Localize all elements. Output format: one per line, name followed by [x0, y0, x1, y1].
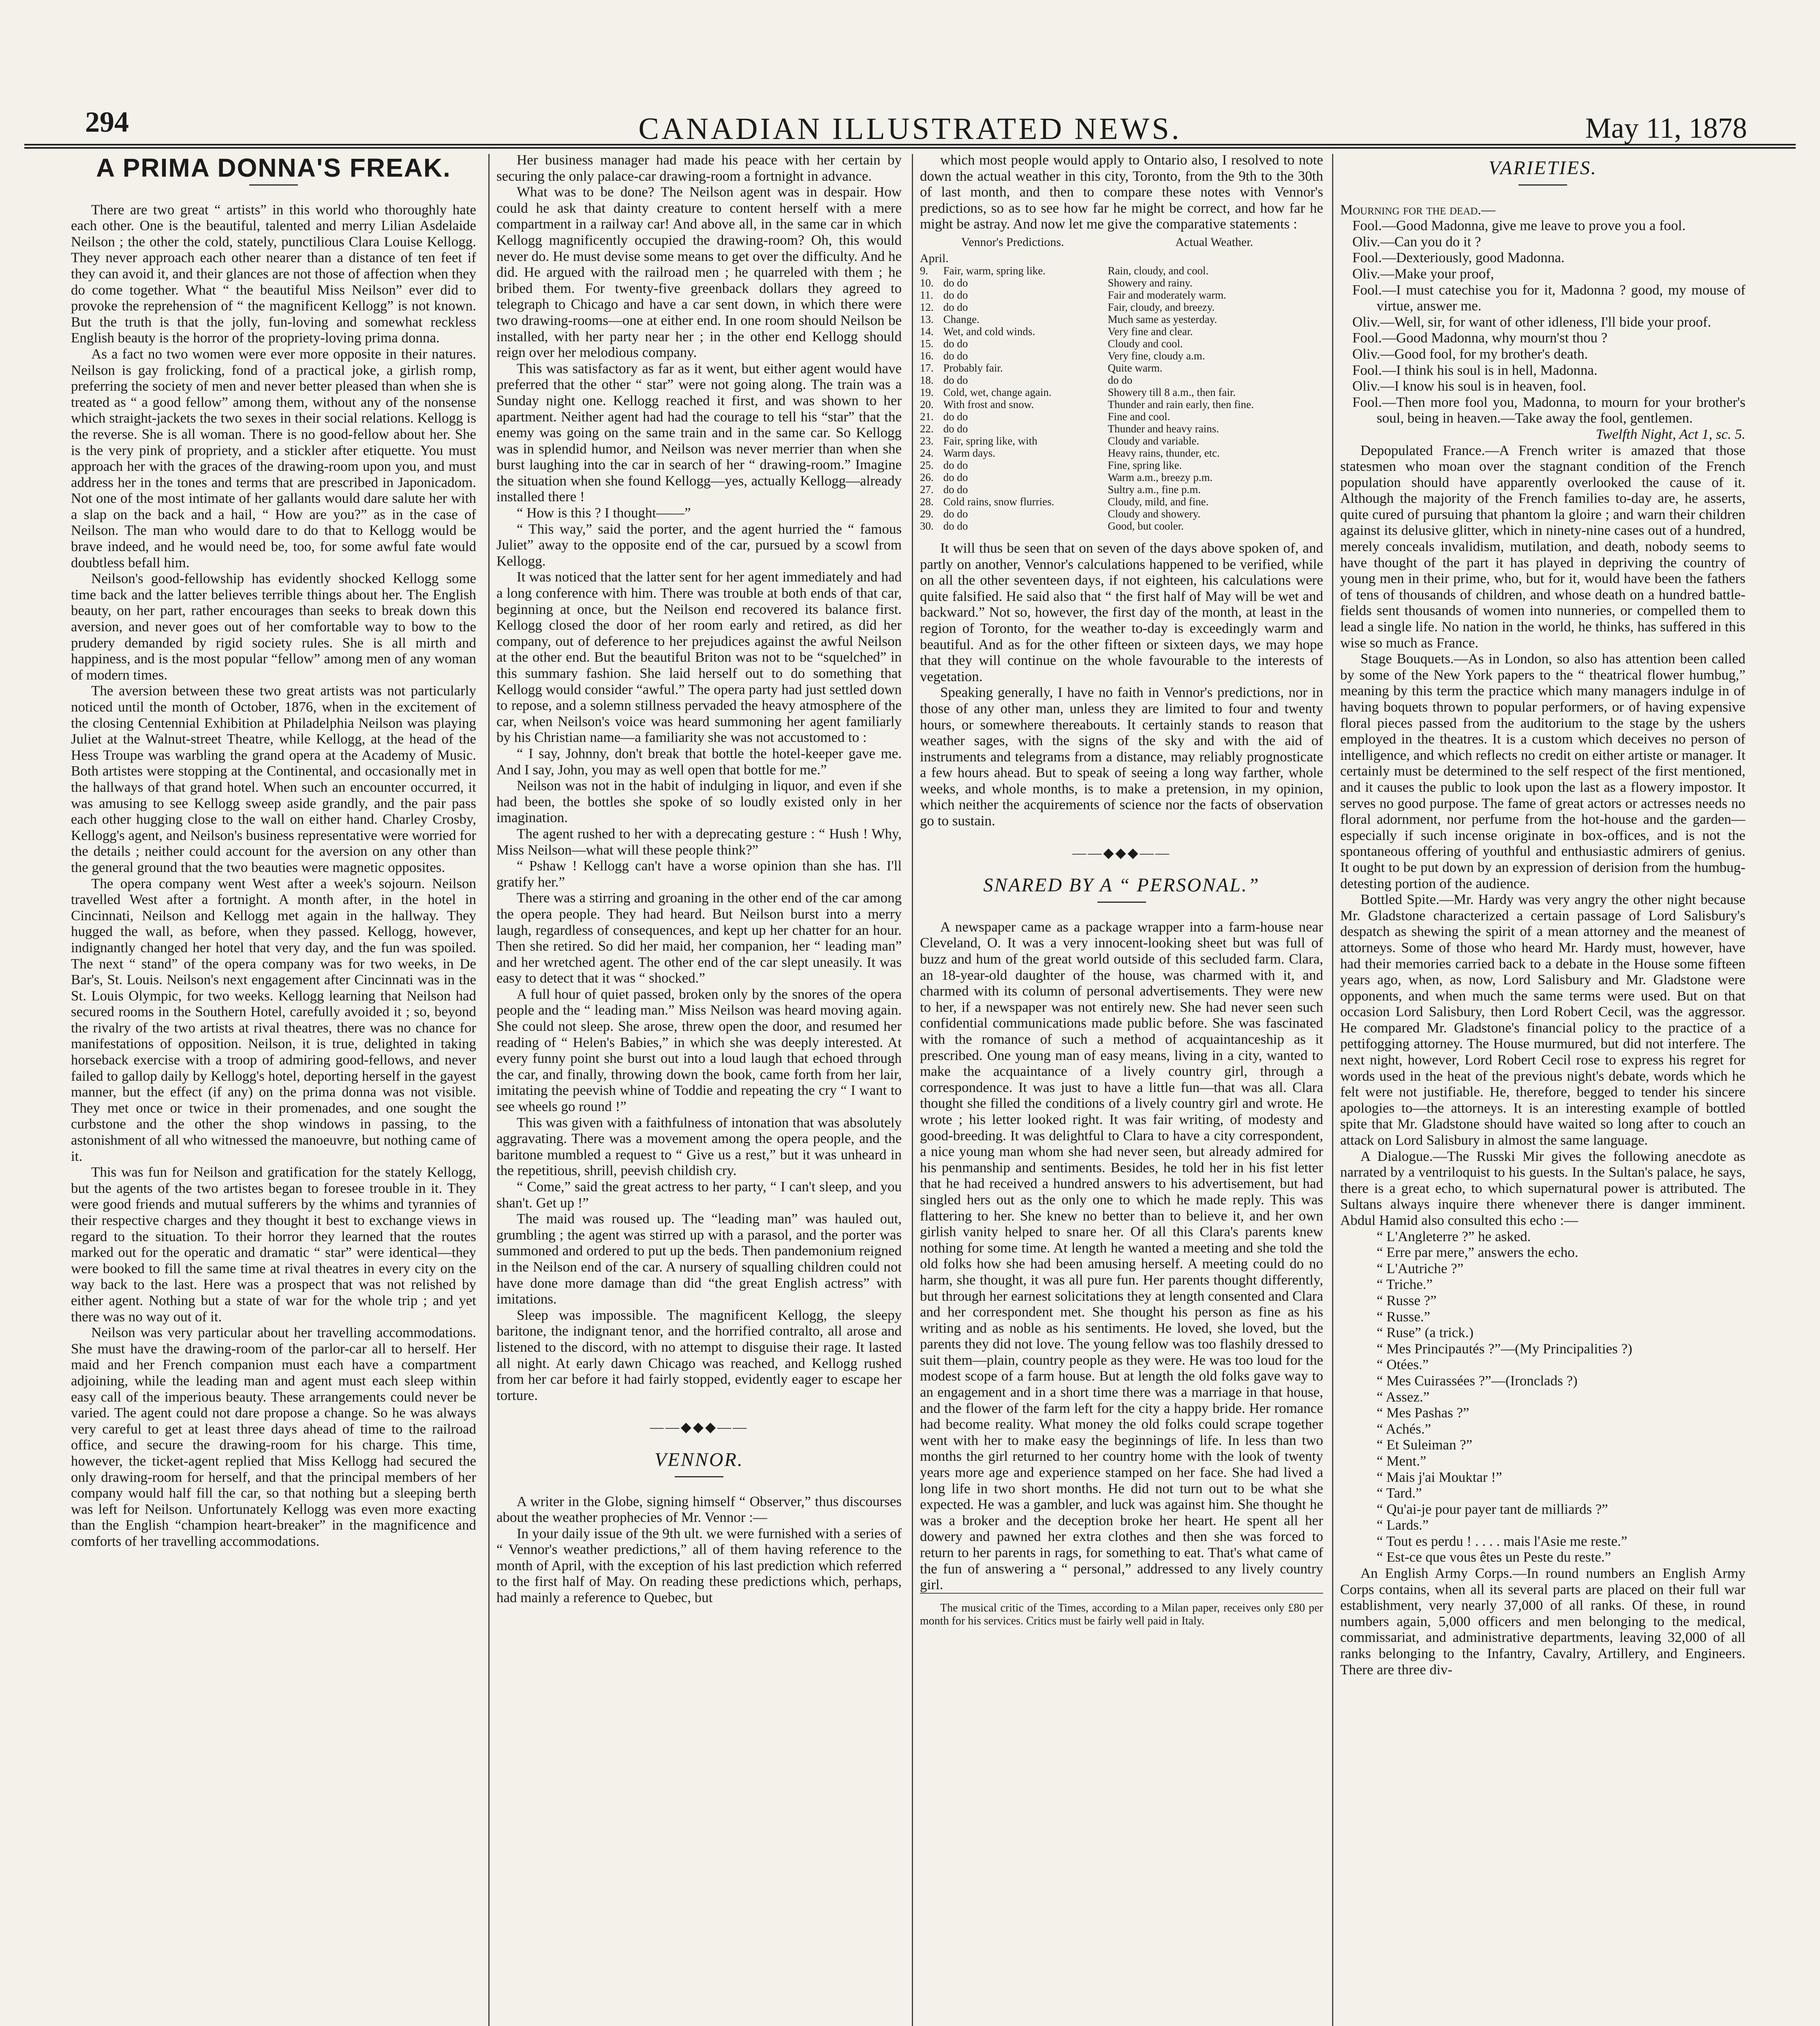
verse-line: Oliv.—Make your proof, [1352, 265, 1494, 282]
table-cell-predicted: do do [943, 507, 968, 520]
echo-line: “ Assez.” [1377, 1389, 1430, 1405]
section-ornament: ——◆◆◆—— [1072, 845, 1171, 861]
paragraph: Neilson was very particular about her travelling accommodations. She must have the drawing-room of the parlor-car all to herself. Her maid and her French companion must each have a compartment adjoining, while the leading man and agent must each sleep within easy call of the imperious beauty. These arrangements could never be varied. The agent could not dare propose a change. So he was always very careful to get at least three days ahead of time to the railroad office, and secure the drawing-room for his charge. This time, however, the ticket-agent replied that Miss Kellogg had secured the only drawing-room for herself, and that the principal members of her company would half fill the car, so that nothing but a sleeping berth was left for Neilson. Unfortunately Kellogg was even more exacting than the English “champion heart-breaker” in the magnificence and comforts of her travelling accommodations. [71, 1325, 476, 1549]
table-cell-predicted: Cold, wet, change again. [943, 386, 1052, 398]
table-cell-actual: Fair, cloudy, and breezy. [1108, 301, 1215, 313]
echo-line: “ Otées.” [1377, 1357, 1429, 1373]
verse-line: Fool.—Then more fool you, Madonna, to mourn for your brother's soul, being in heaven.—Take away the fool, gentlemen. [1352, 394, 1745, 426]
table-row [920, 265, 1323, 277]
article-title-snared: SNARED BY A “ PERSONAL.” [983, 874, 1260, 896]
table-row [920, 338, 1323, 350]
paragraph: A Dialogue.—The Russki Mir gives the following anecdote as narrated by a ventriloquist to his guests. In the Sultan's palace, he says, there is a great echo, to which supernatural power is attributed. The Sultans always inquire there whenever there is danger imminent. Abdul Hamid also consulted this echo :— [1340, 1148, 1745, 1228]
column-rule [912, 154, 913, 2026]
table-cell-actual: Showery and rainy. [1108, 276, 1193, 289]
table-cell-predicted: Change. [943, 313, 980, 325]
section-title-varieties: VARIETIES. [1489, 157, 1597, 179]
table-row [920, 398, 1323, 410]
echo-line: “ Lards.” [1377, 1517, 1429, 1533]
table-cell-day: 11. [920, 289, 933, 301]
table-cell-predicted: do do [943, 349, 968, 362]
table-cell-day: 25. [920, 459, 934, 471]
table-body [920, 265, 1323, 532]
echo-line: “ Erre par mere,” answers the echo. [1377, 1244, 1578, 1261]
table-row [920, 471, 1323, 483]
table-cell-predicted: Fair, warm, spring like. [943, 264, 1046, 277]
paragraph: In your daily issue of the 9th ult. we were furnished with a series of “ Vennor's weather predictions,” all of them having reference to the month of April, with the exception of his last prediction which referred to the first half of May. On reading these predictions which, perhaps, had mainly a reference to Quebec, but [496, 1525, 902, 1606]
paragraph: A full hour of quiet passed, broken only by the snores of the opera people and the “ leading man.” Miss Neilson was heard moving again. She could not sleep. She arose, threw open the door, and resumed her reading of “ Helen's Babies,” in which she was deeply interested. At every funny point she burst out into a loud laugh that echoed through the car, and finally, throwing down the book, came forth from her lair, imitating the peevish whine of Toddie and repeating the cry “ I want to see wheels go round !” [496, 986, 902, 1115]
table-cell-day: 22. [920, 422, 934, 435]
table-row [920, 374, 1323, 386]
title-rule [1097, 902, 1146, 903]
table-cell-predicted: do do [943, 483, 968, 496]
table-cell-predicted: do do [943, 410, 968, 423]
column-rule [488, 154, 490, 2026]
verse-line: Fool.—Good Madonna, why mourn'st thou ? [1352, 330, 1608, 346]
table-cell-actual: Rain, cloudy, and cool. [1108, 264, 1209, 277]
column-2 [496, 152, 902, 2026]
echo-line: “ Mes Cuirassées ?”—(Ironclads ?) [1377, 1372, 1578, 1389]
table-row [920, 362, 1323, 374]
paragraph: This was given with a faithfulness of intonation that was absolutely aggravating. There was a movement among the opera people, and the baritone mumbled a request to “ Give us a rest,” but it was unheard in the repetitious, shrill, peevish childish cry. [496, 1114, 902, 1179]
table-cell-day: 27. [920, 483, 934, 496]
echo-line: “ L'Angleterre ?” he asked. [1377, 1228, 1531, 1244]
table-row [920, 277, 1323, 289]
table-cell-day: 17. [920, 361, 934, 374]
paragraph: “ This way,” said the porter, and the agent hurried the “ famous Juliet” away to the opposite end of the car, pursued by a scowl from Kellogg. [496, 521, 902, 569]
article-title-vennor: VENNOR. [654, 1449, 744, 1470]
paragraph: Her business manager had made his peace with her certain by securing the only palace-car drawing-room a fortnight in advance. [496, 152, 902, 184]
table-cell-predicted: do do [943, 374, 968, 386]
table-cell-actual: Fair and moderately warm. [1108, 289, 1226, 301]
table-cell-day: 23. [920, 434, 934, 447]
table-cell-predicted: Probably fair. [943, 361, 1003, 374]
table-header-row [920, 236, 1323, 252]
table-cell-day: 19. [920, 386, 934, 398]
journal-title: CANADIAN ILLUSTRATED NEWS. [638, 112, 1182, 146]
table-cell-actual: Thunder and rain early, then fine. [1108, 398, 1254, 410]
column-rule [1332, 154, 1333, 2026]
table-cell-actual: Cloudy, mild, and fine. [1108, 495, 1209, 508]
echo-line: “ Russe.” [1377, 1308, 1431, 1325]
echo-line: “ Mes Principautés ?”—(My Principalities ?) [1377, 1340, 1632, 1357]
table-row [920, 410, 1323, 423]
verse-line: Fool.—Dexteriously, good Madonna. [1352, 250, 1565, 266]
verse-line: Fool.—Good Madonna, give me leave to prove you a fool. [1352, 218, 1686, 234]
table-cell-actual: Cloudy and showery. [1108, 507, 1200, 520]
echo-line: “ Est-ce que vous êtes un Peste du reste.” [1377, 1549, 1611, 1565]
table-cell-predicted: do do [943, 289, 968, 301]
echo-line: “ Ruse” (a trick.) [1377, 1325, 1474, 1341]
table-cell-actual: Warm a.m., breezy p.m. [1108, 471, 1213, 483]
paragraph: “ I say, Johnny, don't break that bottle the hotel-keeper gave me. And I say, John, you may as well open that bottle for me.” [496, 745, 902, 778]
table-cell-day: 30. [920, 519, 934, 532]
table-cell-predicted: With frost and snow. [943, 398, 1034, 410]
table-cell-day: 14. [920, 325, 934, 338]
title-rule [249, 184, 298, 186]
table-row [920, 483, 1323, 496]
table-cell-day: 18. [920, 374, 934, 386]
table-row [920, 350, 1323, 362]
echo-line: “ Mes Pashas ?” [1377, 1405, 1469, 1421]
paragraph: There are two great “ artists” in this world who thoroughly hate each other. One is the beautiful, talented and merry Lilian Asdelaide Neilson ; the other the cold, stately, punctilious Clara Louise Kellogg. They never approach each other nearer than a distance of ten feet if they can avoid it, and their glances are not those of affection when they do come together. What “ the beautiful Miss Neilson” ever did to provoke the reprehension of “ the magnificent Kellogg” is not known. But the truth is that the jolly, fun-loving and somewhat reckless English beauty is the horror of the propriety-loving prima donna. [71, 201, 476, 346]
verse-line: Oliv.—Can you do it ? [1352, 233, 1481, 250]
table-cell-actual: Heavy rains, thunder, etc. [1108, 447, 1220, 459]
table-cell-day: 16. [920, 349, 934, 362]
verse-block [1340, 218, 1745, 426]
verse-line: Oliv.—Well, sir, for want of other idleness, I'll bide your proof. [1352, 314, 1711, 330]
table-cell-predicted: Fair, spring like, with [943, 434, 1037, 447]
column-1 [71, 152, 476, 2026]
table-cell-day: 24. [920, 447, 934, 459]
paragraph: which most people would apply to Ontario also, I resolved to note down the actual weather in this city, Toronto, from the 9th to the 30th of last month, and then to compare these notes with Vennor's predictions, so as to see how far he might be correct, and how far he might be astray. And now let me give the comparative statements : [920, 152, 1323, 232]
paragraph: Neilson's good-fellowship has evidently shocked Kellogg some time back and the latter believes terrible things about her. The English beauty, on her part, rather encourages than seeks to break down this aversion, and never goes out of her comfortable way to bow to the prudery demanded by rigid society rules. She is all mirth and happiness, and is the most popular “fellow” among men of any woman of modern times. [71, 571, 476, 683]
table-row [920, 459, 1323, 471]
table-cell-day: 15. [920, 337, 934, 350]
echo-line: “ Tard.” [1377, 1485, 1422, 1501]
echo-line: “ Achés.” [1377, 1421, 1431, 1437]
title-rule [675, 1476, 723, 1477]
table-cell-day: 10. [920, 276, 934, 289]
table-cell-actual: Very fine, cloudy a.m. [1108, 349, 1205, 362]
paragraph: A writer in the Globe, signing himself “ Observer,” thus discourses about the weather prophecies of Mr. Vennor :— [496, 1493, 902, 1526]
column-4 [1340, 152, 1745, 2026]
column-3 [920, 152, 1323, 2026]
table-cell-actual: Fine and cool. [1108, 410, 1170, 423]
paragraph: The maid was roused up. The “leading man” was hauled out, grumbling ; the agent was stirred up with a parasol, and the porter was summoned and ordered to put up the beds. Then pandemonium reigned in the Neilson end of the car. A nursery of squalling children could not have done more damage than did “the great English actress” with imitations. [496, 1211, 902, 1307]
echo-line: “ Ment.” [1377, 1453, 1426, 1469]
paragraph: Speaking generally, I have no faith in Vennor's predictions, nor in those of any other man, unless they are limited to four and twenty hours, or somewhere thereabouts. It certainly stands to reason that weather sages, with the signs of the sky and with the aid of instruments and telegrams from a distance, may reliably prognosticate a few hours ahead. But to speak of seeing a long way farther, whole weeks, and whole months, is to make a pretension, in my opinion, which neither the acquirements of science nor the facts of observation go to sustain. [920, 684, 1323, 829]
echo-line: “ Tout es perdu ! . . . . mais l'Asie me reste.” [1377, 1533, 1628, 1549]
paragraph: The aversion between these two great artists was not particularly noticed until the month of October, 1876, when in the excitement of the closing Centennial Exhibition at Philadelphia Neilson was playing Juliet at the Walnut-street Theatre, while Kellogg, at the head of the Hess Troupe was warbling the grand opera at the Academy of Music. Both artistes were stopping at the Continental, and occasionally met in the hallways of that grand hotel. When such an encounter occurred, it was amusing to see Kellogg sweep aside grandly, and the pair pass each other hugging close to the wall on either hand. Charley Crosby, Kellogg's agent, and Neilson's business representative were worried for the details ; neither could account for the aversion on any other than the general ground that the two beauties were magnetic opposites. [71, 683, 476, 875]
table-row [920, 508, 1323, 520]
table-row [920, 325, 1323, 338]
paragraph: What was to be done? The Neilson agent was in despair. How could he ask that dainty creature to content herself with a mere compartment in a railway car! And above all, in the same car in which Kellogg magnificently occupied the drawing-room? Oh, this would never do. He must devise some means to get over the difficulty. And he did. He argued with the railroad men ; he quarreled with them ; he bribed them. For twenty-five greenback dollars they agreed to telegraph to Chicago and have a car sent down, in which there were two drawing-rooms—one at either end. In one room should Neilson be installed, with her party near her ; in the other end Kellogg should reign over her melodious company. [496, 184, 902, 361]
echo-line: “ Triche.” [1377, 1276, 1433, 1293]
echo-line: “ Qu'ai-je pour payer tant de milliards ?” [1377, 1501, 1608, 1517]
table-cell-predicted: do do [943, 276, 968, 289]
column-header: Actual Weather. [1175, 235, 1253, 249]
verse-citation: Twelfth Night, Act 1, sc. 5. [1595, 426, 1745, 442]
verse-line: Oliv.—Good fool, for my brother's death. [1352, 346, 1588, 362]
table-cell-actual: Good, but cooler. [1108, 519, 1184, 532]
table-cell-actual: Quite warm. [1108, 361, 1163, 374]
paragraph: The agent rushed to her with a deprecating gesture : “ Hush ! Why, Miss Neilson—what will these people think?” [496, 825, 902, 858]
table-row [920, 289, 1323, 301]
paragraph: It will thus be seen that on seven of the days above spoken of, and partly on another, Vennor's calculations happened to be verified, while on all the other seventeen days, if not eighteen, his calculations were quite falsified. He said also that “ the first half of May will be wet and backward.” Not so, however, the first day of the month, at least in the region of Toronto, for the weather to-day is exceedingly warm and beautiful. And as for the other fifteen or sixteen days, we may hope that they will continue on the whole favourable to the interests of vegetation. [920, 540, 1323, 684]
table-cell-predicted: do do [943, 519, 968, 532]
footnote: The musical critic of the Times, according to a Milan paper, receives only £80 per month for his services. Critics must be fairly well paid in Italy. [920, 1593, 1323, 1628]
paragraph: Bottled Spite.—Mr. Hardy was very angry the other night because Mr. Gladstone characterized a certain passage of Lord Salisbury's despatch as shewing the spirit of a mean attorney and the meanest of attorneys. Some of those who heard Mr. Hardy must, however, have had their memories carried back to a debate in the House some fifteen years ago, when, as now, Lord Salisbury and Mr. Gladstone were opponents, and when much the same terms were used. But on that occasion Lord Salisbury, then Lord Robert Cecil, was the aggressor. He compared Mr. Gladstone's financial policy to the practice of a pettifogging attorney. The House murmured, but did not interfere. The next night, however, Lord Robert Cecil rose to express his regret for words used in the heat of the previous night's debate, words which he felt were not justifiable. He, therefore, begged to tender his sincere apologies to—the attorneys. It is an interesting example of bottled spite that Mr. Gladstone should have waited so long after to couch an attack on Lord Salisbury in almost the same language. [1340, 891, 1745, 1148]
table-row [920, 252, 1323, 265]
echo-dialogue [1340, 1229, 1745, 1565]
table-cell-predicted: do do [943, 301, 968, 313]
table-cell-day: 26. [920, 471, 934, 483]
table-cell-actual: Showery till 8 a.m., then fair. [1108, 386, 1236, 398]
echo-line: “ Mais j'ai Mouktar !” [1377, 1469, 1502, 1485]
table-cell-actual: Sultry a.m., fine p.m. [1108, 483, 1201, 496]
paragraph: “ How is this ? I thought——” [517, 505, 691, 521]
echo-line: “ Russe ?” [1377, 1292, 1437, 1308]
paragraph: “ Pshaw ! Kellogg can't have a worse opinion than she has. I'll gratify her.” [496, 858, 902, 890]
paragraph: Depopulated France.—A French writer is amazed that those statesmen who moan over the stagnant condition of the French population should have apparently overlooked the cause of it. Although the majority of the French families to-day are, he asserts, quite cured of pursuing that phantom la gloire ; and warn their children against its delusive glitter, which in ninety-nine cases out of a hundred, merely conceals invalidism, mutilation, and death, nobody seems to have thought of the part it has played in depriving the country of young men in their prime, who, but for it, would have been the fathers of tens of thousands of children, and whose death on a hundred battle-fields sent thousands of women into nunneries, or compelled them to lead a single life. No nation in the world, he thinks, has suffered in this wise so much as France. [1340, 442, 1745, 651]
paragraph: “ Come,” said the great actress to her party, “ I can't sleep, and you shan't. Get up !” [496, 1179, 902, 1211]
table-month-label: April. [920, 251, 949, 265]
table-cell-day: 28. [920, 495, 934, 508]
echo-line: “ Et Suleiman ?” [1377, 1437, 1473, 1453]
table-cell-day: 13. [920, 313, 934, 325]
table-cell-predicted: Wet, and cold winds. [943, 325, 1035, 338]
table-cell-actual: Fine, spring like. [1108, 459, 1182, 471]
issue-date: May 11, 1878 [1585, 112, 1747, 144]
verse-line: Fool.—I think his soul is in hell, Madonna. [1352, 362, 1598, 378]
table-row [920, 313, 1323, 325]
table-cell-day: 21. [920, 410, 934, 423]
verse-line: Fool.—I must catechise you for it, Madonna ? good, my mouse of virtue, answer me. [1352, 282, 1745, 314]
table-cell-actual: Cloudy and cool. [1108, 337, 1183, 350]
table-row [920, 447, 1323, 459]
weather-comparison-table [920, 236, 1323, 532]
article-title-prima-donna: A PRIMA DONNA'S FREAK. [96, 153, 451, 182]
column-header: Vennor's Predictions. [961, 235, 1064, 249]
table-cell-predicted: do do [943, 459, 968, 471]
table-cell-actual: Much same as yesterday. [1108, 313, 1217, 325]
table-cell-predicted: Warm days. [943, 447, 995, 459]
table-cell-predicted: do do [943, 337, 968, 350]
table-row [920, 496, 1323, 508]
table-cell-predicted: do do [943, 422, 968, 435]
paragraph: Stage Bouquets.—As in London, so also has attention been called by some of the New York papers to the “ theatrical flower humbug,” meaning by this term the practice which many managers indulge in of having boquets thrown to popular performers, or of having expensive floral pieces passed from the auditorium to the stage by the ushers employed in the theatres. It is a custom which deceives no person of intelligence, and which reflects no credit on either artiste or manager. It certainly must be determined to the self respect of the first mentioned, and it causes the public to look upon the last as a flowery impostor. It serves no good purpose. The fame of great actors or actresses needs no floral adornment, nor perfume from the hot-house and the garden—especially if such incense originate in box-offices, and is not the spontaneous offering of youthful and enthusiastic admirers of genius. It ought to be put down by an expression of derision from the humbug-detesting portion of the audience. [1340, 651, 1745, 891]
table-cell-actual: do do [1108, 374, 1133, 386]
paragraph: This was satisfactory as far as it went, but either agent would have preferred that the other “ star” were not going along. The train was a Sunday night one. Kellogg reached it first, and was shown to her apartment. Neither agent had had the courage to tell his “star” that the enemy was going on the same train and in the same car. So Kellogg was in splendid humor, and Neilson was never merrier than when she burst laughing into the car in search of her “ drawing-room.” Imagine the situation when she found Kellogg—yes, actually Kellogg—already installed there ! [496, 360, 902, 505]
section-ornament: ——◆◆◆—— [650, 1420, 749, 1435]
paragraph: Neilson was not in the habit of indulging in liquor, and even if she had been, the bottles she spoke of so loudly existed only in her imagination. [496, 778, 902, 826]
paragraph: There was a stirring and groaning in the other end of the car among the opera people. They had heard. But Neilson burst into a merry laugh, regardless of consequences, and kept up her chatter for an hour. Then she retired. So did her maid, her companion, her “ leading man” and her wretched agent. The other end of the car slept uneasily. It was easy to detect that it was “ shocked.” [496, 890, 902, 986]
table-cell-day: 9. [920, 264, 928, 277]
table-cell-day: 29. [920, 507, 934, 520]
paragraph: It was noticed that the latter sent for her agent immediately and had a long conference with him. There was trouble at both ends of that car, beginning at once, but the Neilson end recovered its balance first. Kellogg closed the door of her room early and retired, as did her company, out of deference to her prejudices against the awful Neilson at the other end. But the beautiful Briton was not to be “squelched” in this summary fashion. She laid herself out to do something that Kellogg would consider “awful.” The opera party had just settled down to repose, and a solemn stillness pervaded the heavy atmosphere of the car, when Neilson's voice was heard summoning her agent familiarly by his Christian name—a familiarity she was not accustomed to : [496, 569, 902, 746]
title-rule [1518, 184, 1567, 186]
paragraph: As a fact no two women were ever more opposite in their natures. Neilson is gay frolicking, fond of a practical joke, a girlish romp, preferring the society of men and never better pleased than when she is treated as “ a good fellow” among them, without any of the nonsense which straight-jackets the two sexes in their social relations. Kellogg is the reverse. She is all woman. There is no good-fellow about her. She is the very pink of propriety, and a stickler after etiquette. You must approach her with the graces of the drawing-room upon you, and must address her in the tones and terms that are prescribed in Japonicadom. Not one of the most intimate of her gallants would dare salute her with a slap on the back and a hail, “ How are you?” as in the case of Neilson. The man who would dare to do that to Kellogg would be brave indeed, and he would need be, too, for some awful fate would doubtless befall him. [71, 346, 476, 571]
table-cell-actual: Thunder and heavy rains. [1108, 422, 1219, 435]
paragraph: The opera company went West after a week's sojourn. Neilson travelled West after a fortnight. A month after, in the hotel in Cincinnati, Neilson and Kellogg met again in the hallway. They hugged the wall, as before, when they passed. Kellogg, however, indignantly changed her hotel that very day, and the fun was spoiled. The next “ stand” of the opera company was for two weeks, in De Bar's, St. Louis. Neilson's next engagement after Cincinnati was in the St. Louis Olympic, for two weeks. Kellogg learning that Neilson had secured rooms in the Southern Hotel, carefully avoided it ; so, beyond the rivalry of the two artists at rival theatres, there was no chance for manifestations of opposition. Neilson, it is true, delighted in taking horseback exercise with a troop of admiring good-fellows, and never failed to gallop daily by Kellogg's hotel, deporting herself in the gayest manner, but the effect (if any) on the prima donna was not visible. They met once or twice in their promenades, and one sought the curbstone and the other the shop windows in passing, to the astonishment of all who witnessed the manoeuvre, but nothing came of it. [71, 875, 476, 1164]
table-row [920, 435, 1323, 447]
table-row [920, 423, 1323, 435]
echo-line: “ L'Autriche ?” [1377, 1260, 1464, 1276]
paragraph: This was fun for Neilson and gratification for the stately Kellogg, but the agents of the two artistes began to foresee trouble in it. They were good friends and mutual sufferers by the whims and tyrannies of their respective charges and they thought it best to exchange views in regard to the situation. To their horror they learned that the routes marked out for the operatic and dramatic “ star” were identical—they were booked to fill the same time at rival theatres in every city on the way back to the last. Here was a prospect that was not relished by either agent. Nothing but a state of war for the whole trip ; and yet there was no way out of it. [71, 1164, 476, 1325]
paragraph: An English Army Corps.—In round numbers an English Army Corps contains, when all its several parts are placed on their full war establishment, very nearly 37,000 of all ranks. Of these, in round numbers again, 5,000 officers and men belonging to the medical, commissariat, and administrative departments, leaving 32,000 of all ranks belonging to the Infantry, Cavalry, Artillery, and Engineers. There are three div- [1340, 1565, 1745, 1678]
page-header [24, 20, 1796, 149]
table-cell-day: 20. [920, 398, 934, 410]
table-cell-predicted: Cold rains, snow flurries. [943, 495, 1054, 508]
table-row [920, 520, 1323, 532]
table-cell-actual: Cloudy and variable. [1108, 434, 1200, 447]
mourning-heading: Mourning for the dead.— [1340, 201, 1496, 218]
paragraph: A newspaper came as a package wrapper into a farm-house near Cleveland, O. It was a very innocent-looking sheet but was full of buzz and hum of the great world outside of this secluded farm. Clara, an 18-year-old daughter of the house, was charmed with it, and charmed with its column of personal advertisements. They were new to her, if a newspaper was not entirely new. She had never seen such confidential communications made public before. She was fascinated with the romance of such a method of acquaintanceship as it prescribed. One young man of easy means, living in a city, wanted to make the acquaintance of a lively country girl, through a correspondence. It was just to have a little fun—that was all. Clara thought she filled the conditions of a lively country girl and wrote. He wrote ; his letter looked right. It was fair writing, of modesty and good-breeding. It was delightful to Clara to have a city correspondent, a nice young man whom she had never seen, but already admired for his penmanship and sentiments. Besides, he told her in his fist letter that he had received a hundred answers to his advertisement, but had singled hers out as the only one to which he made reply. This was flattering to her. She knew no better than to believe it, and her own girlish vanity helped to snare her. Of all this Clara's parents knew nothing for some time. At length he wanted a meeting and she told the old folks how she had been amusing herself. A meeting could do no harm, she thought, it was all pure fun. Her parents thought differently, but through her earnest solicitations they at length consented and Clara and her correspondent met. She thought his person as fine as his writing and as noble as his sentiments. He loved, she loved, but the parents they did not love. The young fellow was too flashily dressed to suit them—plain, country people as they were. He was too loud for the modest scope of a farm house. But at length the old folks gave way to an engagement and in a short time there was a marriage in that house, and the flower of the farm left for the city a happy bride. Her romance had become reality. What money the old folks could scrape together went with her to make easy the beginnings of life. In less than two months the girl returned to her country home with the look of twenty years more age and experience stamped on her face. She had lived a long life in two short months. He did not turn out to be what she expected. He was a gambler, and luck was against him. She thought he was a broker and the deception broke her heart. He spent all her dowery and pawned her extra clothes and then she was forced to return to her parents in rags, for something to eat. That's what came of the fun of answering a “ personal,” addressed to any lively country girl. [920, 919, 1323, 1593]
paragraph: Sleep was impossible. The magnificent Kellogg, the sleepy baritone, the indignant tenor, and the horrified contralto, all arose and listened to the discord, with no attempt to disguise their rage. It lasted all night. At early dawn Chicago was reached, and Kellogg rushed from her car before it had fairly stopped, evidently eager to escape her torture. [496, 1307, 902, 1403]
page-number: 294 [85, 106, 129, 138]
verse-line: Oliv.—I know his soul is in heaven, fool. [1352, 378, 1587, 394]
table-row [920, 301, 1323, 313]
table-cell-actual: Very fine and clear. [1108, 325, 1193, 338]
table-row [920, 386, 1323, 398]
table-cell-predicted: do do [943, 471, 968, 483]
table-cell-day: 12. [920, 301, 934, 313]
